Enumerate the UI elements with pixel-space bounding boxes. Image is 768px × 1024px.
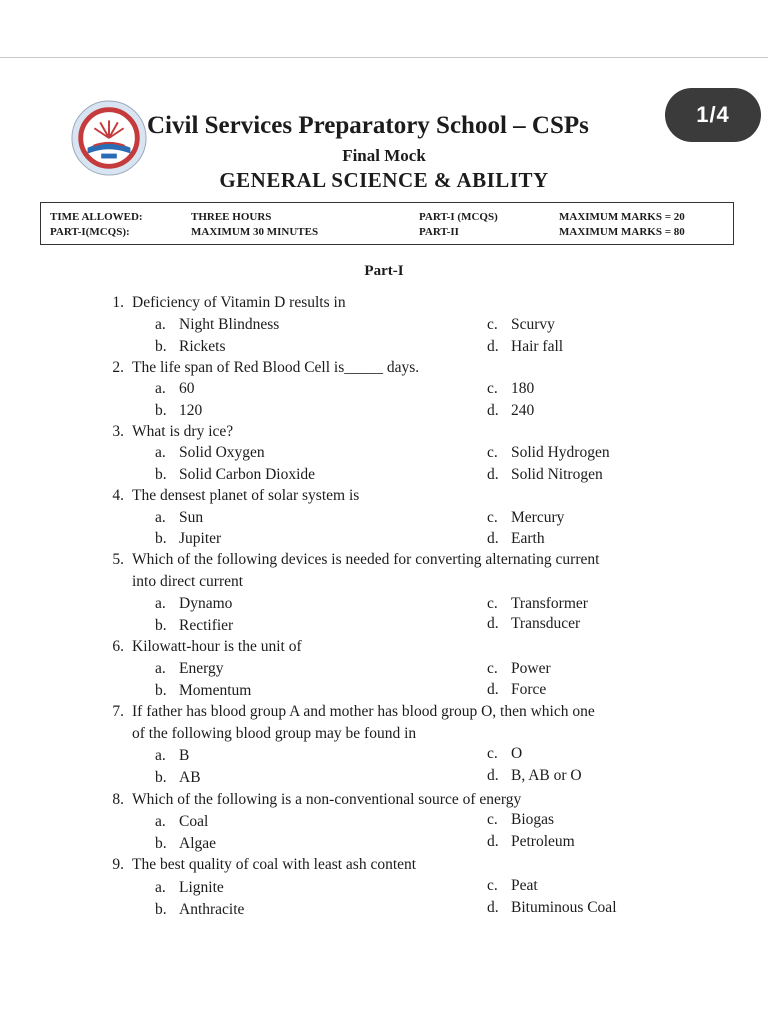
part-heading: Part-I (364, 263, 404, 279)
option-text: Petroleum (511, 833, 575, 850)
option-text: 240 (511, 402, 535, 419)
part2-marks: MAXIMUM MARKS = 80 (559, 226, 685, 238)
option-letter: d. (487, 615, 499, 632)
question-number: 6. (112, 638, 124, 655)
part1-marks: MAXIMUM MARKS = 20 (559, 211, 685, 223)
option-c (487, 379, 534, 399)
school-name: Civil Services Preparatory School – CSPs (147, 112, 589, 139)
option-text: Transducer (511, 615, 581, 632)
question-line (100, 550, 599, 570)
question-text: What is dry ice? (132, 423, 234, 440)
option-letter: b. (155, 466, 167, 483)
option-text: Earth (511, 530, 545, 547)
option-b (155, 900, 244, 920)
option-text: B (179, 747, 190, 764)
option-d (487, 465, 603, 485)
question-line (100, 637, 302, 657)
option-text: Rickets (179, 338, 226, 355)
option-text: Anthracite (179, 901, 245, 918)
option-c (487, 594, 588, 614)
option-letter: b. (155, 769, 167, 786)
mcq-time-value: MAXIMUM 30 MINUTES (191, 226, 319, 238)
option-letter: a. (155, 747, 166, 764)
option-text: Dynamo (179, 595, 233, 612)
question-text: into direct current (132, 573, 244, 590)
option-letter: b. (155, 682, 167, 699)
option-text: Solid Nitrogen (511, 466, 603, 483)
question-number: 3. (112, 423, 124, 440)
question-number: 9. (112, 856, 124, 873)
option-letter: c. (487, 444, 498, 461)
question-text: Kilowatt-hour is the unit of (132, 638, 302, 655)
subject-title: GENERAL SCIENCE & ABILITY (219, 168, 549, 192)
option-text: Energy (179, 660, 224, 677)
question-number: 5. (112, 551, 124, 568)
part2-label: PART-II (419, 226, 459, 238)
option-text: Solid Carbon Dioxide (179, 466, 316, 483)
option-letter: d. (487, 402, 499, 419)
option-letter: a. (155, 595, 166, 612)
option-c (487, 659, 551, 679)
option-b (155, 616, 233, 636)
option-letter: c. (487, 316, 498, 333)
option-letter: c. (487, 380, 498, 397)
time-allowed-value: THREE HOURS (191, 211, 272, 223)
option-b (155, 529, 221, 549)
option-letter: b. (155, 338, 167, 355)
option-d (487, 529, 545, 549)
option-d (487, 766, 582, 786)
option-letter: c. (487, 877, 498, 894)
option-text: Power (511, 660, 551, 677)
option-text: 120 (179, 402, 203, 419)
option-letter: a. (155, 509, 166, 526)
option-text: Bituminous Coal (511, 899, 617, 916)
option-letter: b. (155, 617, 167, 634)
option-text: Solid Oxygen (179, 444, 265, 461)
question-text: The densest planet of solar system is (132, 487, 360, 504)
question-line (100, 790, 521, 810)
option-text: 180 (511, 380, 535, 397)
option-text: Force (511, 681, 547, 698)
option-letter: a. (155, 879, 166, 896)
question-line (100, 422, 233, 442)
question-text: The life span of Red Blood Cell is_____ days. (132, 359, 420, 376)
option-letter: a. (155, 316, 166, 333)
option-text: Jupiter (179, 530, 222, 547)
page-counter-badge: 1/4 (665, 88, 761, 142)
option-a (155, 315, 279, 335)
question-text: Deficiency of Vitamin D results in (132, 294, 346, 311)
option-letter: c. (487, 745, 498, 762)
question-line (100, 358, 419, 378)
option-d (487, 898, 617, 918)
option-c (487, 810, 554, 830)
option-text: Sun (179, 509, 204, 526)
option-letter: d. (487, 530, 499, 547)
option-letter: c. (487, 811, 498, 828)
option-c (487, 508, 564, 528)
option-d (487, 832, 575, 852)
option-a (155, 508, 203, 528)
option-text: O (511, 745, 523, 762)
option-d (487, 680, 546, 700)
option-letter: d. (487, 833, 499, 850)
option-d (487, 401, 534, 421)
option-text: Coal (179, 813, 209, 830)
question-text: of the following blood group may be found in (132, 725, 417, 742)
option-c (487, 443, 610, 463)
option-b (155, 401, 202, 421)
option-text: Hair fall (511, 338, 564, 355)
option-letter: a. (155, 444, 166, 461)
option-b (155, 465, 315, 485)
option-text: Solid Hydrogen (511, 444, 610, 461)
option-b (155, 337, 226, 357)
question-number: 1. (112, 294, 124, 311)
time-allowed-label: TIME ALLOWED: (50, 211, 143, 223)
option-text: Lignite (179, 879, 224, 896)
question-number: 2. (112, 359, 124, 376)
question-line (100, 855, 416, 875)
mcq-time-label: PART-I(MCQS): (50, 226, 130, 238)
option-text: AB (179, 769, 201, 786)
option-letter: d. (487, 681, 499, 698)
question-text: Which of the following devices is needed for converting alternating current (132, 551, 600, 568)
question-number: 7. (112, 703, 124, 720)
option-b (155, 834, 216, 854)
option-letter: a. (155, 660, 166, 677)
option-letter: c. (487, 660, 498, 677)
option-b (155, 768, 201, 788)
option-text: Scurvy (511, 316, 555, 333)
question-text: If father has blood group A and mother has blood group O, then which one (132, 703, 595, 720)
option-letter: b. (155, 835, 167, 852)
option-a (155, 746, 189, 766)
option-a (155, 594, 232, 614)
option-letter: c. (487, 509, 498, 526)
option-text: Peat (511, 877, 538, 894)
question-line (100, 486, 359, 506)
option-text: Algae (179, 835, 217, 852)
option-a (155, 443, 265, 463)
option-letter: b. (155, 530, 167, 547)
option-letter: b. (155, 901, 167, 918)
option-c (487, 744, 522, 764)
exam-title: Final Mock (342, 146, 426, 165)
question-text: Which of the following is a non-conventional source of energy (132, 791, 522, 808)
question-number: 4. (112, 487, 124, 504)
option-letter: d. (487, 899, 499, 916)
option-text: Biogas (511, 811, 555, 828)
option-text: 60 (179, 380, 195, 397)
option-letter: b. (155, 402, 167, 419)
part1-label: PART-I (MCQS) (419, 211, 498, 223)
question-line (132, 724, 416, 744)
top-divider (0, 57, 768, 58)
option-a (155, 878, 224, 898)
option-letter: a. (155, 813, 166, 830)
option-d (487, 337, 563, 357)
question-line (100, 293, 346, 313)
option-letter: d. (487, 338, 499, 355)
option-text: Mercury (511, 509, 565, 526)
option-text: Transformer (511, 595, 588, 612)
option-letter: d. (487, 767, 499, 784)
option-text: Night Blindness (179, 316, 280, 333)
exam-info-table (40, 202, 734, 245)
question-line (100, 702, 595, 722)
option-text: Momentum (179, 682, 252, 699)
question-number: 8. (112, 791, 124, 808)
option-d (487, 614, 580, 634)
option-b (155, 681, 251, 701)
question-text: The best quality of coal with least ash content (132, 856, 417, 873)
question-line (132, 572, 243, 592)
option-a (155, 659, 223, 679)
option-text: B, AB or O (511, 767, 582, 784)
option-letter: c. (487, 595, 498, 612)
option-letter: a. (155, 380, 166, 397)
option-a (155, 379, 195, 399)
option-c (487, 315, 555, 335)
option-a (155, 812, 208, 832)
option-c (487, 876, 538, 896)
option-text: Rectifier (179, 617, 234, 634)
option-letter: d. (487, 466, 499, 483)
